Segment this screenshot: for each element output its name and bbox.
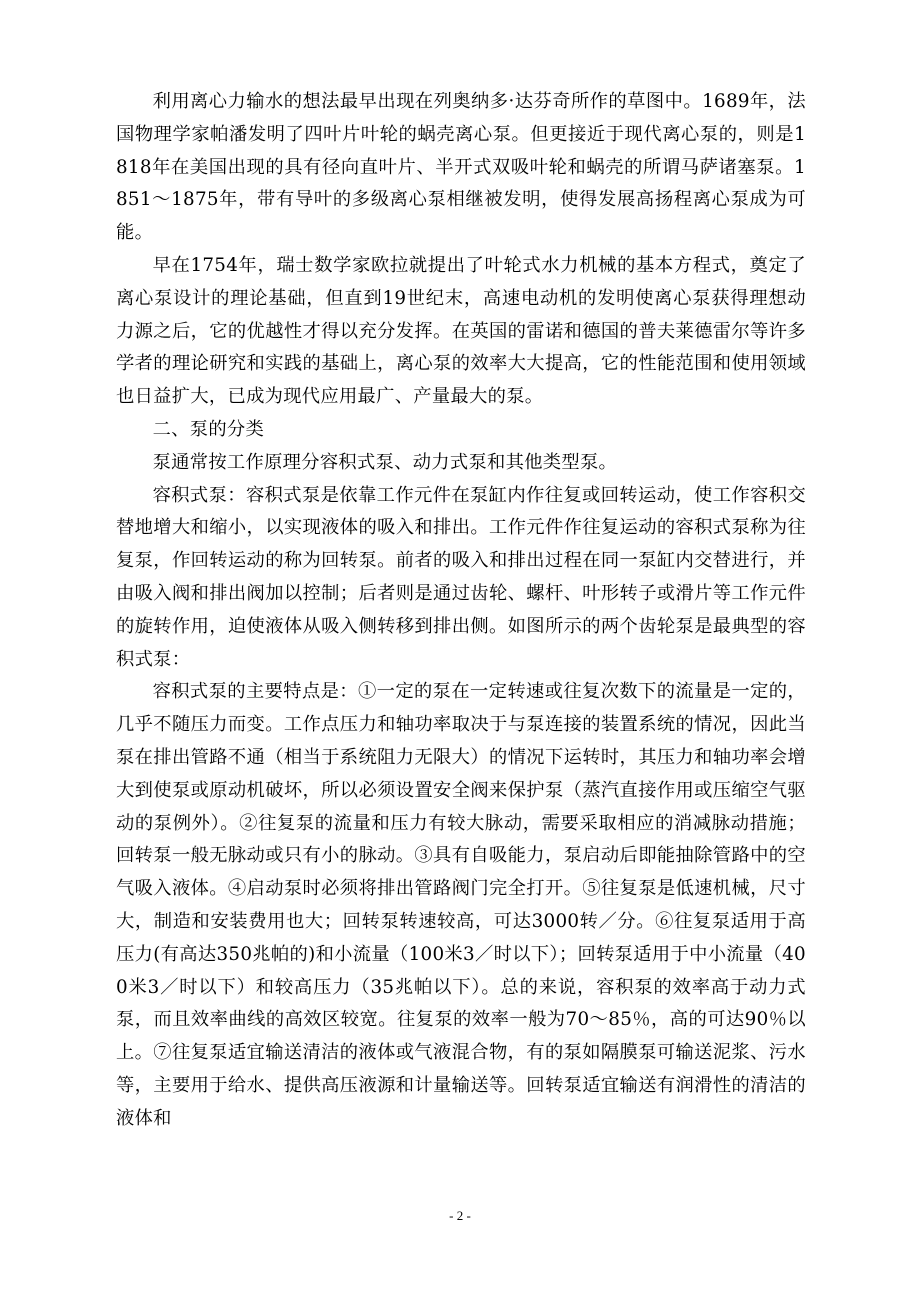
paragraph-positive-displacement-pump: 容积式泵：容积式泵是依靠工作元件在泵缸内作往复或回转运动，使工作容积交替地增大和缩小，以实现液体的吸入和排出。工作元件作往复运动的容积式泵称为往复泵，作回转运动的称为回转泵。前者的吸入和排出过程在同一泵缸内交替进行，并由吸入阀和排出阀加以控制；后者则是通过齿轮、螺杆、叶形转子或滑片等工作元件的旋转作用，迫使液体从吸入侧转移到排出侧。如图所示的两个齿轮泵是最典型的容积式泵： (116, 484, 806, 670)
paragraph-classification-intro: 泵通常按工作原理分容积式泵、动力式泵和其他类型泵。 (152, 451, 618, 473)
page-number: - 2 - (449, 1208, 471, 1223)
paragraph-theory-development: 早在1754年，瑞士数学家欧拉就提出了叶轮式水力机械的基本方程式，奠定了离心泵设计的理论基础，但直到19世纪末，高速电动机的发明使离心泵获得理想动力源之后，它的优越性才得以充分发挥。在英国的雷诺和德国的普夫莱德雷尔等许多学者的理论研究和实践的基础上，离心泵的效率大大提高，它的性能范围和使用领域也日益扩大，已成为现代应用最广、产量最大的泵。 (116, 254, 806, 408)
document-body (116, 86, 806, 1136)
paragraph-displacement-pump-features: 容积式泵的主要特点是：①一定的泵在一定转速或往复次数下的流量是一定的，几乎不随压力而变。工作点压力和轴功率取决于与泵连接的装置系统的情况，因此当泵在排出管路不通（相当于系统阻力无限大）的情况下运转时，其压力和轴功率会增大到使泵或原动机破坏，所以必须设置安全阀来保护泵（蒸汽直接作用或压缩空气驱动的泵例外）。②往复泵的流量和压力有较大脉动，需要采取相应的消减脉动措施；回转泵一般无脉动或只有小的脉动。③具有自吸能力，泵启动后即能抽除管路中的空气吸入液体。④启动泵时必须将排出管路阀门完全打开。⑤往复泵是低速机械，尺寸大，制造和安装费用也大；回转泵转速较高，可达3000转／分。⑥往复泵适用于高压力(有高达350兆帕的)和小流量（100米3／时以下）；回转泵适用于中小流量（400米3／时以下）和较高压力（35兆帕以下）。总的来说，容积泵的效率高于动力式泵，而且效率曲线的高效区较宽。往复泵的效率一般为70～85％，高的可达90％以上。⑦往复泵适宜输送清洁的液体或气液混合物，有的泵如隔膜泵可输送泥浆、污水等，主要用于给水、提供高压液源和计量输送等。回转泵适宜输送有润滑性的清洁的液体和 (116, 681, 806, 1129)
paragraph-history-origin: 利用离心力输水的想法最早出现在列奥纳多·达芬奇所作的草图中。1689年，法国物理学家帕潘发明了四叶片叶轮的蜗壳离心泵。但更接近于现代离心泵的，则是1818年在美国出现的具有径向直叶片、半开式双吸叶轮和蜗壳的所谓马萨诸塞泵。1851～1875年，带有导叶的多级离心泵相继被发明，使得发展高扬程离心泵成为可能。 (116, 91, 806, 244)
section-heading-pump-classification: 二、泵的分类 (152, 418, 265, 440)
